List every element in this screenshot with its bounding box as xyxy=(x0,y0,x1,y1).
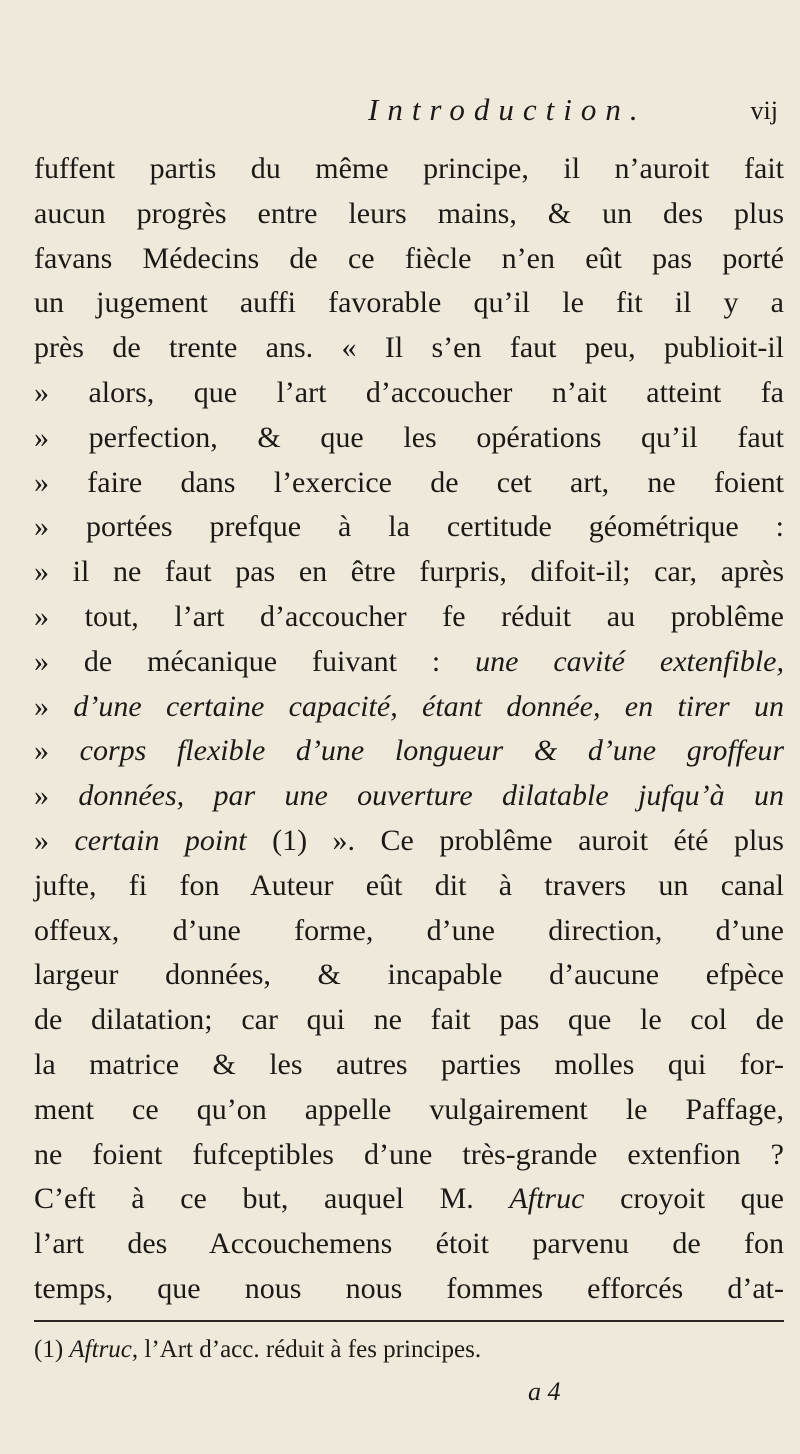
text-segment: » il ne faut pas en être furpris, difoit-il; car, après xyxy=(34,555,784,589)
text-line xyxy=(34,1133,784,1178)
text-segment: l’art des Accouchemens étoit parvenu de fon xyxy=(34,1227,784,1261)
italic-segment: d’une certaine capacité, étant donnée, en tirer un xyxy=(73,689,784,723)
footnote-author: Aftruc xyxy=(69,1336,132,1363)
text-segment: de dilatation; car qui ne fait pas que le col de xyxy=(34,1003,784,1037)
text-line xyxy=(34,1222,784,1267)
text-segment: un jugement auffi favorable qu’il le fit il y a xyxy=(34,286,784,320)
signature-mark: a 4 xyxy=(528,1377,561,1406)
text-line xyxy=(34,1088,784,1133)
footnote xyxy=(34,1333,734,1367)
italic-segment: données, par une ouverture dilatable jufqu’à un xyxy=(78,779,784,813)
footnote-text: , l’Art d’acc. réduit à fes principes. xyxy=(131,1336,482,1363)
text-line xyxy=(34,192,784,237)
text-segment: C’eft à ce but, auquel M. xyxy=(34,1182,510,1216)
text-line xyxy=(34,909,784,954)
text-line xyxy=(34,640,784,685)
text-segment: favans Médecins de ce fiècle n’en eût pas porté xyxy=(34,241,784,275)
text-line xyxy=(34,281,784,326)
text-segment: ment ce qu’on appelle vulgairement le Paffage, xyxy=(34,1092,784,1126)
italic-segment: corps flexible d’une longueur & d’une groffeur xyxy=(79,734,784,768)
text-segment: la matrice & les autres parties molles qui for- xyxy=(34,1047,784,1081)
text-line xyxy=(34,416,784,461)
text-line xyxy=(34,864,784,909)
text-segment: » xyxy=(34,689,74,723)
text-segment: » portées prefque à la certitude géométrique : xyxy=(34,510,784,544)
footnote-rule xyxy=(34,1320,784,1322)
text-segment: » xyxy=(34,734,80,768)
text-segment: » xyxy=(34,823,75,857)
text-segment: temps, que nous nous fommes efforcés d’at- xyxy=(34,1271,784,1305)
text-segment: largeur données, & incapable d’aucune efpèce xyxy=(34,958,784,992)
italic-segment: Aftruc xyxy=(509,1182,585,1216)
text-line xyxy=(34,998,784,1043)
text-line xyxy=(34,147,784,192)
italic-segment: certain point xyxy=(74,823,247,857)
text-line xyxy=(34,505,784,550)
text-segment: » de mécanique fuivant : xyxy=(34,644,476,678)
text-segment: » tout, l’art d’accoucher fe réduit au problême xyxy=(34,599,784,633)
text-segment: croyoit que xyxy=(584,1182,784,1216)
text-line xyxy=(34,953,784,998)
text-line xyxy=(34,819,784,864)
text-line xyxy=(34,774,784,819)
text-line xyxy=(34,1177,784,1222)
footnote-marker: (1) xyxy=(34,1336,70,1363)
text-segment: fuffent partis du même principe, il n’auroit fait xyxy=(34,152,784,185)
text-segment: » faire dans l’exercice de cet art, ne foient xyxy=(34,465,784,499)
text-segment: ne foient fufceptibles d’une très-grande extenfion ? xyxy=(34,1137,784,1171)
text-segment: offeux, d’une forme, d’une direction, d’une xyxy=(34,913,784,947)
text-line xyxy=(34,1043,784,1088)
text-line xyxy=(34,371,784,416)
text-segment: près de trente ans. « Il s’en faut peu, publioit-il xyxy=(34,331,784,365)
text-segment: aucun progrès entre leurs mains, & un des plus xyxy=(34,196,784,230)
text-line xyxy=(34,595,784,640)
text-segment: jufte, fi fon Auteur eût dit à travers un canal xyxy=(34,868,784,902)
text-line xyxy=(34,729,784,774)
text-segment: (1) ». Ce problême auroit été plus xyxy=(246,823,784,857)
text-line xyxy=(34,461,784,506)
text-segment: » alors, que l’art d’accoucher n’ait atteint fa xyxy=(34,375,784,409)
text-segment: » perfection, & que les opérations qu’il faut xyxy=(34,420,784,454)
text-segment: » xyxy=(34,779,79,813)
text-line xyxy=(34,550,784,595)
page-number: vij xyxy=(750,96,778,125)
running-title: Introduction. xyxy=(368,92,647,127)
text-line xyxy=(34,326,784,371)
body-text xyxy=(34,147,784,1312)
page-header xyxy=(368,92,778,136)
text-line xyxy=(34,685,784,730)
text-line xyxy=(34,1267,784,1312)
italic-segment: une cavité extenfible, xyxy=(475,644,784,678)
text-line xyxy=(34,237,784,282)
